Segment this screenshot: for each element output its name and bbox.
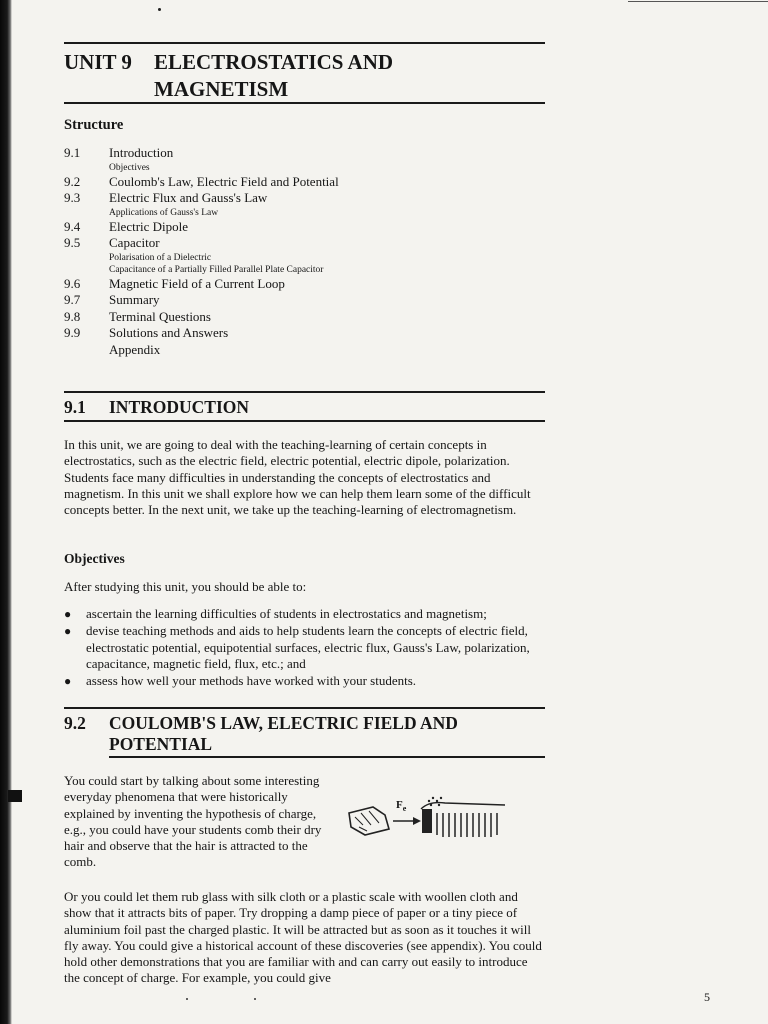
scan-speck (186, 998, 188, 1000)
table-of-contents (64, 145, 544, 358)
coulomb-paragraph-1: You could start by talking about some interesting everyday phenomena that were historically explained by inventing the hypothesis of charge, e.g., you could have your students comb their dry hair and observe that the hair is attracted to the comb. (64, 773, 322, 870)
scan-speck (254, 998, 256, 1000)
toc-title: Coulomb's Law, Electric Field and Potential (109, 173, 339, 189)
toc-number: 9.2 (64, 173, 81, 189)
toc-item (64, 235, 544, 276)
bullet-icon: ● (64, 607, 72, 621)
toc-title: Summary (109, 292, 160, 307)
toc-title: Appendix (109, 341, 161, 357)
toc-title: Capacitor (109, 235, 160, 250)
section-number: 9.2 (64, 713, 86, 733)
toc-item (64, 325, 544, 342)
objective-text: assess how well your methods have worked with your students. (86, 673, 417, 689)
toc-number: 9.6 (64, 275, 81, 291)
toc-title: Introduction (109, 145, 174, 160)
structure-heading: Structure (64, 117, 124, 133)
unit-title (64, 49, 544, 103)
unit-title-line2: MAGNETISM (154, 77, 289, 101)
title-top-rule (64, 42, 545, 44)
section-top-rule (64, 707, 545, 709)
toc-subitem: Applications of Gauss's Law (109, 207, 219, 218)
objective-text: devise teaching methods and aids to help students learn the concepts of electric field, electrostatic potential, equipotential surfaces, electric flux, Gauss's Law, polarization, capacitance, magnetic field, flux, etc.; and (86, 623, 530, 671)
toc-subitem: Objectives (109, 162, 150, 173)
toc-number: 9.8 (64, 308, 81, 324)
toc-title: Electric Flux and Gauss's Law (109, 190, 268, 205)
section-title-text: INTRODUCTION (109, 397, 250, 417)
objectives-list (64, 606, 544, 690)
toc-item (64, 174, 544, 191)
toc-item (64, 145, 544, 174)
page-number: 5 (704, 990, 710, 1004)
toc-item (64, 309, 544, 326)
toc-number: 9.9 (64, 325, 81, 340)
bullet-icon: ● (64, 624, 72, 639)
binding-notch (8, 790, 22, 802)
bullet-icon: ● (64, 674, 72, 689)
toc-title: Electric Dipole (109, 218, 189, 234)
toc-item (64, 342, 544, 359)
objective-text: ascertain the learning difficulties of students in electrostatics and magnetism; (86, 606, 487, 621)
scan-speck (158, 8, 161, 11)
section-title-line2: POTENTIAL (109, 734, 213, 754)
unit-number: UNIT 9 (64, 50, 132, 74)
section-title-line1: COULOMB'S LAW, ELECTRIC FIELD AND (109, 713, 458, 733)
toc-item (64, 190, 544, 219)
toc-number: 9.1 (64, 145, 81, 160)
title-bottom-rule (64, 102, 545, 104)
list-item (64, 673, 544, 689)
toc-number: 9.3 (64, 190, 81, 205)
toc-number (64, 342, 109, 359)
coulomb-paragraph-2: Or you could let them rub glass with silk cloth or a plastic scale with woollen cloth and show that it attracts bits of paper. Try dropping a damp piece of paper or a tiny piece of aluminium foil past the charged plastic. It will be attracted but as soon as it touches it will fly away. You could give a historical account of these discoveries (see appendix). You could hold other demonstrations that you are familiar with and can carry out easily to introduce the concept of charge. For example, you could give (64, 889, 542, 986)
toc-item (64, 219, 544, 236)
toc-title: Terminal Questions (109, 308, 211, 324)
toc-title: Solutions and Answers (109, 325, 229, 340)
section-title-introduction (64, 397, 544, 418)
toc-number: 9.7 (64, 292, 81, 307)
toc-subitem: Capacitance of a Partially Filled Parallel Plate Capacitor (109, 264, 324, 275)
scan-artifact-line (628, 1, 768, 2)
list-item (64, 623, 544, 672)
toc-number: 9.5 (64, 235, 81, 250)
section-bottom-rule (109, 756, 545, 758)
toc-item (64, 276, 544, 293)
force-subscript: e (402, 804, 407, 814)
section-number: 9.1 (64, 397, 86, 417)
toc-title: Magnetic Field of a Current Loop (109, 275, 285, 291)
toc-number: 9.4 (64, 218, 81, 234)
list-item (64, 606, 544, 622)
force-symbol: F (396, 799, 403, 811)
force-label (396, 799, 406, 813)
objectives-heading: Objectives (64, 551, 125, 566)
book-binding-shadow (0, 0, 12, 1024)
section-top-rule (64, 391, 545, 393)
toc-subitem: Polarisation of a Dielectric (109, 252, 212, 263)
intro-paragraph: In this unit, we are going to deal with the teaching-learning of certain concepts in electrostatics, such as the electric field, electric potential, electric dipole, polarization. Students face many difficulties in understanding the concepts of electrostatics and magnetism. In this unit we shall explore how we can help them learn some of the difficult concepts better. In the next unit, we take up the teaching-learning of electromagnetism. (64, 437, 531, 518)
section-bottom-rule (64, 420, 545, 422)
unit-title-line1: ELECTROSTATICS AND (154, 50, 394, 74)
comb-hair-figure-icon (345, 795, 515, 850)
toc-item (64, 292, 544, 309)
section-title-coulomb (64, 713, 544, 755)
objectives-lead: After studying this unit, you should be able to: (64, 579, 307, 594)
